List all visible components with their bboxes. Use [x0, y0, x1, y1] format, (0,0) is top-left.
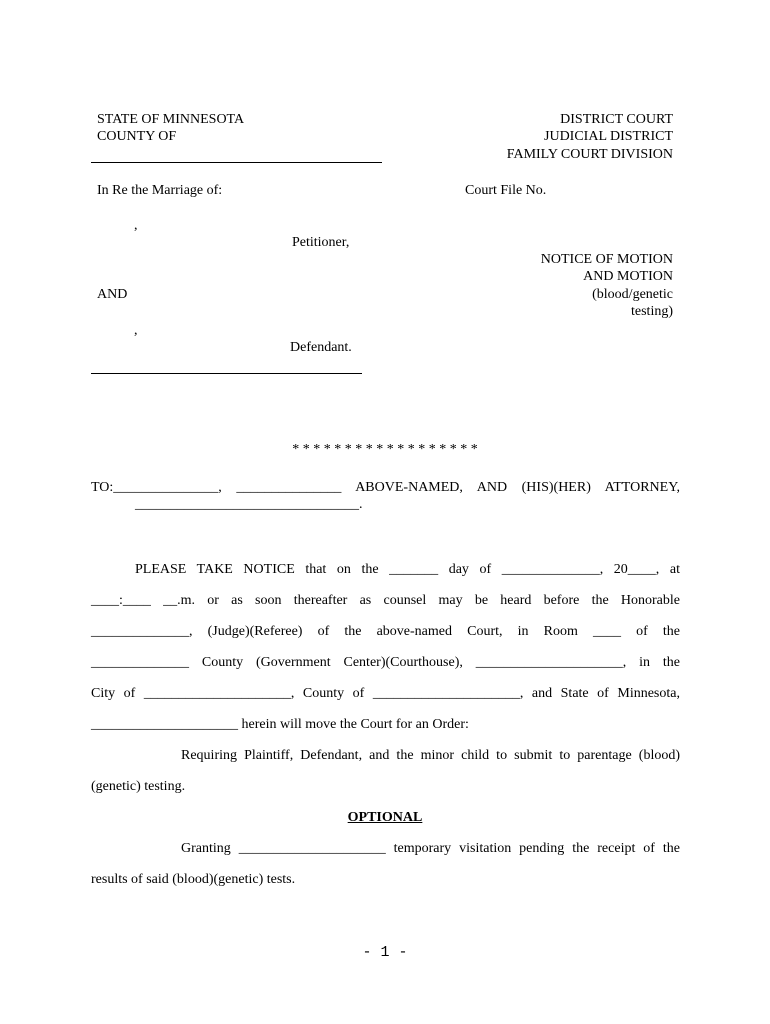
county-label: COUNTY OF [97, 129, 177, 144]
page-number: - 1 - [362, 944, 408, 961]
body-line-6: _____________________ herein will move the Court for an Order: [91, 717, 469, 732]
grant-line-2: results of said (blood)(genetic) tests. [91, 872, 296, 887]
defendant-label: Defendant. [290, 340, 352, 355]
to-line: TO:_______________, _______________ ABOVE-NAMED, AND (HIS)(HER) ATTORNEY, [91, 480, 680, 495]
title-line-2: AND MOTION [583, 269, 673, 284]
request-line-2: (genetic) testing. [91, 779, 186, 794]
body-line-1: PLEASE TAKE NOTICE that on the _______ day of ______________, 20____, at [135, 562, 680, 577]
court-file-label: Court File No. [465, 183, 547, 198]
grant-line-1: Granting _____________________ temporary visitation pending the receipt of the [181, 841, 680, 856]
petitioner-label: Petitioner, [292, 235, 350, 250]
request-line-1: Requiring Plaintiff, Defendant, and the minor child to submit to parentage (blood) [181, 748, 680, 763]
court-label: DISTRICT COURT [560, 112, 673, 127]
asterisk-separator: * * * * * * * * * * * * * * * * * * [292, 442, 478, 457]
title-line-3: (blood/genetic [592, 287, 673, 302]
district-label: JUDICIAL DISTRICT [544, 129, 673, 144]
optional-heading: OPTIONAL [347, 810, 423, 825]
caption-rule-bottom [91, 373, 362, 374]
caption-rule-top [91, 162, 382, 163]
petitioner-comma: , [134, 218, 138, 233]
state-label: STATE OF MINNESOTA [97, 112, 245, 127]
title-line-4: testing) [631, 304, 673, 319]
in-re-label: In Re the Marriage of: [97, 183, 223, 198]
body-line-3: ______________, (Judge)(Referee) of the above-named Court, in Room ____ of the [91, 624, 680, 639]
body-line-5: City of _____________________, County of _____________________, and State of Minnesota, [91, 686, 680, 701]
division-label: FAMILY COURT DIVISION [506, 147, 673, 162]
and-label: AND [97, 287, 128, 302]
defendant-comma: , [134, 323, 138, 338]
body-line-4: ______________ County (Government Center)(Courthouse), _____________________, in the [91, 655, 680, 670]
body-line-2: ____:____ __.m. or as soon thereafter as counsel may be heard before the Honorable [91, 593, 680, 608]
title-line-1: NOTICE OF MOTION [540, 252, 673, 267]
to-attorney-line: ________________________________. [135, 497, 363, 512]
